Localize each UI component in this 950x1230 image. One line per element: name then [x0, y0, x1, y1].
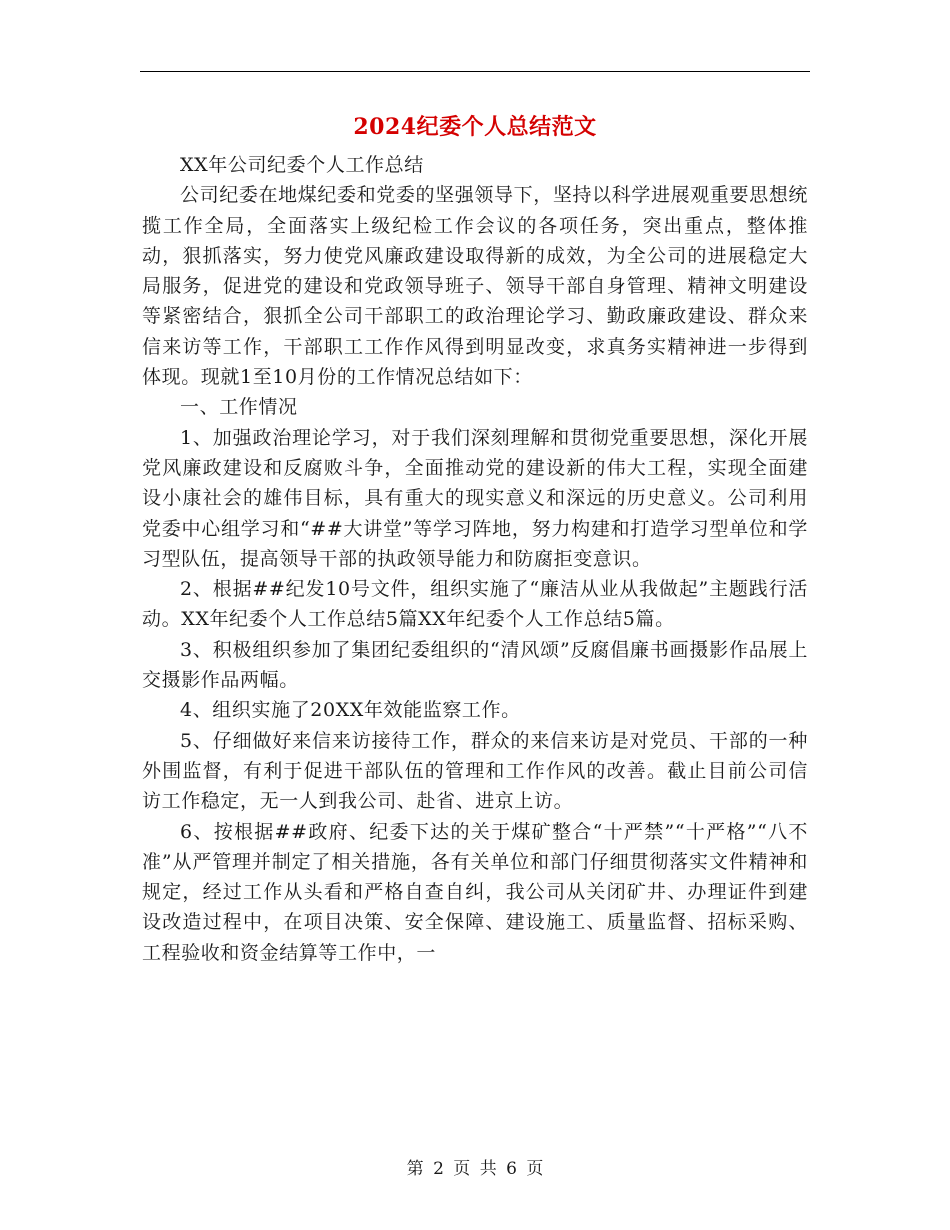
- document-body: [142, 150, 808, 968]
- paragraph-item-5: 5、仔细做好来信来访接待工作，群众的来信来访是对党员、干部的一种外围监督，有利于促进干部队伍的管理和工作作风的改善。截止目前公司信访工作稳定，无一人到我公司、赴省、进京上访。: [142, 729, 808, 813]
- paragraph-intro: 公司纪委在地煤纪委和党委的坚强领导下，坚持以科学进展观重要思想统揽工作全局，全面落实上级纪检工作会议的各项任务，突出重点，整体推动，狠抓落实，努力使党风廉政建设取得新的成效，为全公司的进展稳定大局服务，促进党的建设和党政领导班子、领导干部自身管理、精神文明建设等紧密结合，狠抓全公司干部职工的政治理论学习、勤政廉政建设、群众来信来访等工作，干部职工工作作风得到明显改变，求真务实精神进一步得到体现。现就1至10月份的工作情况总结如下：: [142, 184, 808, 389]
- paragraph-item-6: 6、按根据##政府、纪委下达的关于煤矿整合“十严禁”“十严格”“八不准”从严管理并制定了相关措施，各有关单位和部门仔细贯彻落实文件精神和规定，经过工作从头看和严格自查自纠，我公司从关闭矿井、办理证件到建设改造过程中，在项目决策、安全保障、建设施工、质量监督、招标采购、工程验收和资金结算等工作中，一: [142, 820, 808, 964]
- paragraph-item-3: 3、积极组织参加了集团纪委组织的“清风颂”反腐倡廉书画摄影作品展上交摄影作品两幅。: [142, 638, 808, 692]
- paragraph-item-1: 1、加强政治理论学习，对于我们深刻理解和贯彻党重要思想，深化开展党风廉政建设和反腐败斗争，全面推动党的建设新的伟大工程，实现全面建设小康社会的雄伟目标，具有重大的现实意义和深远的历史意义。公司利用党委中心组学习和“##大讲堂”等学习阵地，努力构建和打造学习型单位和学习型队伍，提高领导干部的执政领导能力和防腐拒变意识。: [142, 426, 808, 570]
- document-title: 2024纪委个人总结范文: [353, 114, 597, 140]
- header-rule: [140, 71, 810, 72]
- page-number: 第 2 页 共 6 页: [406, 1159, 544, 1179]
- paragraph-item-2: 2、根据##纪发10号文件，组织实施了“廉洁从业从我做起”主题践行活动。XX年纪委个人工作总结5篇XX年纪委个人工作总结5篇。: [142, 578, 808, 631]
- paragraph-subtitle: XX年公司纪委个人工作总结: [180, 154, 424, 176]
- paragraph-item-4: 4、组织实施了20XX年效能监察工作。: [180, 699, 521, 722]
- section-heading: 一、工作情况: [180, 396, 298, 419]
